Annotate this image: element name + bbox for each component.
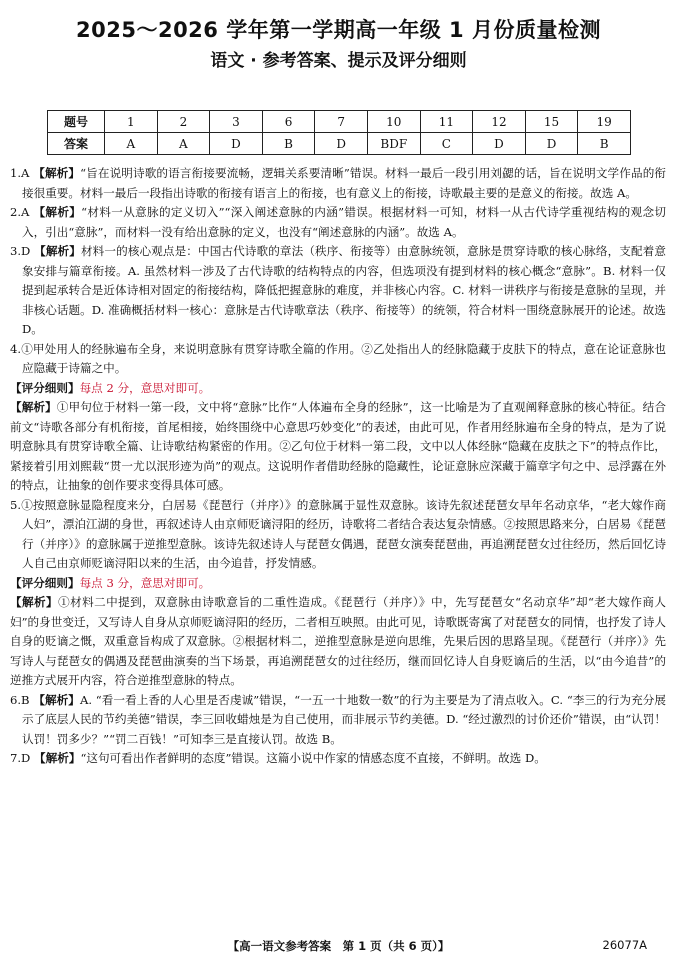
scoring-rule-5 xyxy=(10,574,666,594)
item-number: 2.A xyxy=(10,205,30,219)
question-number-cell: 19 xyxy=(578,111,631,133)
answer-item-4 xyxy=(10,340,666,379)
question-number-cell: 15 xyxy=(525,111,578,133)
answer-cell: A xyxy=(105,133,158,155)
analysis-5 xyxy=(10,593,666,691)
question-number-cell: 10 xyxy=(367,111,420,133)
item-number: 5. xyxy=(10,497,22,512)
scoring-rule-4 xyxy=(10,379,666,399)
answer-cell: D xyxy=(210,133,263,155)
answer-cell: BDF xyxy=(367,133,420,155)
item-number: 7.D xyxy=(10,751,31,765)
answer-cell: D xyxy=(315,133,368,155)
scoring-tag: 【评分细则】 xyxy=(10,380,80,395)
analysis-4 xyxy=(10,398,666,496)
question-number-cell: 2 xyxy=(157,111,210,133)
row-label-answer: 答案 xyxy=(48,133,105,155)
analysis-tag: 【解析】 xyxy=(34,244,81,258)
answer-cell: C xyxy=(420,133,473,155)
answer-item-1 xyxy=(10,164,666,203)
question-number-cell: 1 xyxy=(105,111,158,133)
question-number-cell: 12 xyxy=(473,111,526,133)
item-number: 6.B xyxy=(10,692,30,707)
answer-cell: D xyxy=(473,133,526,155)
item-number: 1.A xyxy=(10,166,30,180)
item-text: ①按照意脉显隐程度来分，白居易《琵琶行（并序）》的意脉属于显性双意脉。该诗先叙述琵琶女早年名动京华，“老大嫁作商人妇”，漂泊江湖的身世，再叙述诗人由京师贬谪浔阳的经历，诗歌将二者结合表达复杂情感。②按照思路来分，白居易《琵琶行（并序）》的意脉属于逆推型意脉。该诗先叙述诗人与琵琶女偶遇，琵琶女演奏琵琶曲，再追溯琵琶女过往经历，然后回忆诗人自己由京师贬谪浔阳以来的生活，由今追昔，抒发情感。 xyxy=(21,497,666,570)
question-number-row xyxy=(48,111,631,133)
scoring-text: 每点 3 分，意思对即可。 xyxy=(79,575,211,590)
item-text: “材料一从意脉的定义切入”“深入阐述意脉的内涵”错误。根据材料一可知，材料一从古代诗学重视结构的观念切入，引出“意脉”，而材料一没有给出意脉的定义，也没有“阐述意脉的内涵”。故选 A。 xyxy=(22,205,666,239)
item-text: “旨在说明诗歌的语言衔接要流畅，逻辑关系要清晰”错误。材料一最后一段引用刘勰的话，旨在说明文学作品的衔接很重要。材料一最后一段指出诗歌的衔接有语言上的衔接，也有意义上的衔接，诗歌最主要的是意义的衔接。故选 A。 xyxy=(22,166,666,200)
answer-item-6 xyxy=(10,691,666,750)
row-label-question: 题号 xyxy=(48,111,105,133)
page-subtitle: 语文 · 参考答案、提示及评分细则 xyxy=(210,51,467,71)
item-text: A. “看一看上香的人心里是否虔诚”错误，“一五一十地数一数”的行为主要是为了清点收入。C. “李三的行为充分展示了底层人民的节约美德”错误，李三回收蜡烛是为自己使用，而非展示节约美德。D. “经过激烈的讨价还价”错误，由“认罚！认罚！罚多少？”“罚二百钱！”可知李三是直接认罚。故选 B。 xyxy=(22,692,666,746)
item-text: ①甲处用人的经脉遍布全身，来说明意脉有贯穿诗歌全篇的作用。②乙处指出人的经脉隐藏于皮肤下的特点，意在论证意脉也应隐藏于诗篇之中。 xyxy=(21,341,666,375)
answer-cell: B xyxy=(262,133,315,155)
analysis-tag: 【解析】 xyxy=(33,205,82,219)
item-text: 材料一的核心观点是：中国古代诗歌的章法（秩序、衔接等）由意脉统领，意脉是贯穿诗歌的核心脉络，支配着意象安排与篇章衔接。A. 虽然材料一涉及了古代诗歌的结构特点的内容，但选项没有提到材料的核心概念“意脉”。B. 材料一仅提到起承转合是近体诗相对固定的衔接结构，降低把握意脉的难度，并非核心内容。C. 材料一讲秩序与衔接是意脉的呈现，并非核心话题。D. 准确概括材料一核心：意脉是古代诗歌章法（秩序、衔接等）的统领，符合材料一围绕意脉展开的论述。故选 D。 xyxy=(22,244,666,336)
footer-code: 26077A xyxy=(602,938,647,952)
answer-row xyxy=(48,133,631,155)
answer-item-2 xyxy=(10,203,666,242)
answer-item-3 xyxy=(10,242,666,340)
analysis-tag: 【解析】 xyxy=(33,692,80,707)
analysis-tag: 【解析】 xyxy=(33,166,81,180)
item-number: 4. xyxy=(10,341,22,356)
analysis-tag: 【解析】 xyxy=(34,751,81,765)
answer-item-5 xyxy=(10,496,666,574)
question-number-cell: 6 xyxy=(262,111,315,133)
answer-item-7 xyxy=(10,749,666,769)
answer-cell: A xyxy=(157,133,210,155)
scoring-tag: 【评分细则】 xyxy=(10,575,80,590)
analysis-text: ①材料二中提到，双意脉由诗歌意旨的二重性造成。《琵琶行（并序）》中，先写琵琶女“名动京华”却“老大嫁作商人妇”的身世变迁，又写诗人自身从京师贬谪浔阳的经历，二者相互映照。由此可见，诗歌既寄寓了对琵琶女的同情，也抒发了诗人自身的贬谪之慨，双重意旨构成了双意脉。②根据材料二，逆推型意脉是逆向思维，先果后因的思路呈现。《琵琶行（并序）》先写诗人与琵琶女的偶遇及琵琶曲演奏的当下场景，再追溯琵琶女的过往经历，继而回忆诗人自身贬谪后的生活，以“由今追昔”的逆推方式展开内容，符合逆推型意脉的特点。 xyxy=(10,595,666,687)
page-title: 2025～2026 学年第一学期高一年级 1 月份质量检测 xyxy=(76,18,601,42)
question-number-cell: 11 xyxy=(420,111,473,133)
answer-body xyxy=(10,164,666,769)
analysis-tag: 【解析】 xyxy=(10,400,57,414)
answer-table xyxy=(47,110,631,155)
analysis-tag: 【解析】 xyxy=(10,595,59,609)
item-text: “这句可看出作者鲜明的态度”错误。这篇小说中作家的情感态度不直接，不鲜明。故选 D。 xyxy=(80,751,546,765)
question-number-cell: 7 xyxy=(315,111,368,133)
answer-cell: B xyxy=(578,133,631,155)
footer-page-info: 【高一语文参考答案 第 1 页（共 6 页）】 xyxy=(227,939,450,953)
answer-cell: D xyxy=(525,133,578,155)
scoring-text: 每点 2 分，意思对即可。 xyxy=(79,380,211,395)
analysis-text: ①甲句位于材料一第一段，文中将“意脉”比作“人体遍布全身的经脉”，这一比喻是为了直观阐释意脉的核心特征。结合前文“诗歌各部分有机衔接，首尾相接，始终围绕中心意思巧妙变化”的表述，由此可见，作者用经脉遍布全身的特点，是为了说明意脉具有贯穿诗歌全篇、让诗歌结构紧密的作用。②乙句位于材料一第二段，文中以人体经脉“隐藏在皮肤之下”的特点作比，紧接着引用刘熙载“贯一尤以泯形迹为尚”的观点。这说明作者借助经脉的隐藏性，论证意脉应深藏于篇章字句之中、忌浮露在外的特点，让抽象的创作要求变得具体可感。 xyxy=(10,400,666,492)
question-number-cell: 3 xyxy=(210,111,263,133)
item-number: 3.D xyxy=(10,244,31,258)
